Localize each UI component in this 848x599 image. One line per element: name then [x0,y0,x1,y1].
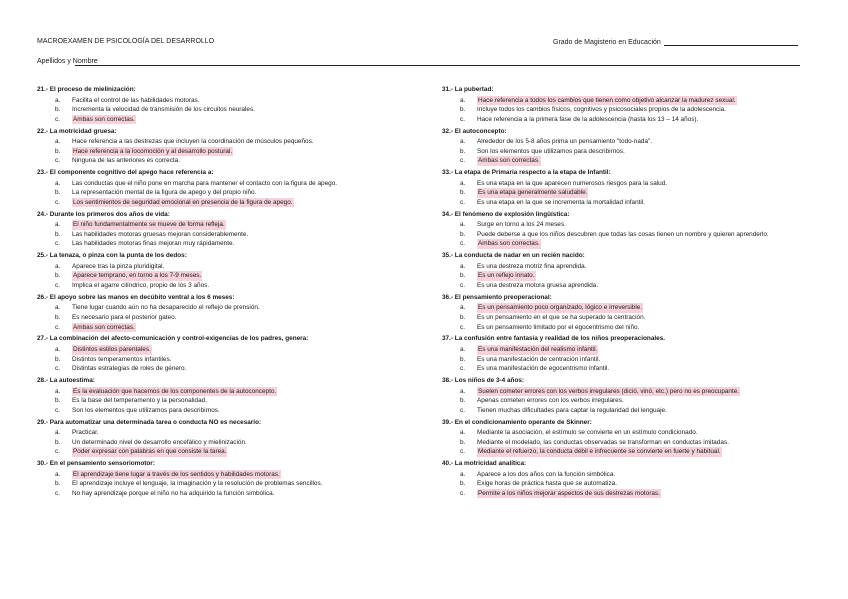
question-block [442,168,812,207]
option-letter: b. [55,438,61,446]
question-block [37,210,407,249]
option-letter: b. [460,480,466,488]
question-block [37,168,407,207]
option-text-highlighted: Ambas son correctas. [73,323,135,331]
option-text: Hace referencia a la primera fase de la adolescencia (hasta los 13 – 14 años). [477,115,699,123]
option-letter: b. [460,106,466,114]
option-letter: a. [55,96,61,104]
option-letter: a. [460,470,466,478]
option-text-highlighted: Mediante el refuerzo, la conducta débil e infrecuente se convierte en fuerte y habitual. [478,448,721,456]
answer-option [37,396,407,406]
option-text: Es una destreza motriz fina aprendida. [477,262,587,270]
option-text: Es una manifestación de centración infantil. [477,355,601,363]
answer-option [442,428,812,438]
question-block [442,210,812,249]
answer-option [442,387,812,397]
answer-option [442,345,812,355]
option-text-highlighted: Es una etapa generalmente saludable. [478,189,588,197]
option-letter: c. [460,489,465,497]
exam-title: MACROEXAMEN DE PSICOLOGÍA DEL DESARROLLO [37,38,215,45]
answer-option [442,271,812,281]
answer-option [37,115,407,125]
answer-option [37,239,407,249]
option-text: Surge en torno a los 24 meses. [477,221,566,229]
option-letter: c. [460,323,465,331]
answer-option [442,396,812,406]
question-title: 31.- La pubertad: [442,86,494,93]
option-letter: b. [460,355,466,363]
option-letter: c. [460,365,465,373]
answer-option [442,96,812,106]
question-block [442,85,812,124]
question-block [37,459,407,498]
option-letter: c. [460,115,465,123]
option-text: Aparece a los dos años con la función simbólica. [477,470,616,478]
option-letter: b. [55,106,61,114]
option-text-highlighted: Hace referencia a la locomoción y al desarrollo postural. [73,147,233,155]
question-title: 29.- Para automatizar una determinada tarea o conducta NO es necesario: [37,418,262,426]
question-block [442,334,812,373]
answer-option [442,303,812,313]
answer-option [442,105,812,115]
question-title: 34.- El fenómeno de explosión lingüística: [442,210,570,218]
answer-option [442,489,812,499]
answer-option [37,303,407,313]
answer-option [37,96,407,106]
answer-option [442,147,812,157]
question-title: 38.- Los niños de 3-4 años: [442,377,525,385]
question-title: 35.- La conducta de nadar en un recién nacido: [442,252,585,260]
option-letter: b. [460,438,466,446]
option-letter: b. [55,147,61,155]
option-text: Son los elementos que utilizamos para describirnos. [72,406,220,414]
option-text-highlighted: Poder expresar con palabras en que consiste la tarea. [73,448,227,456]
option-letter: a. [55,429,61,437]
question-block [37,251,407,290]
option-text: Puede deberse a que los niños descubren que todas las cosas tienen un nombre y quieren aprenderlo. [477,230,769,238]
option-letter: c. [460,240,465,248]
option-letter: b. [55,480,61,488]
option-letter: b. [55,313,61,321]
option-letter: c. [55,282,60,289]
answer-option [37,479,407,489]
option-letter: c. [460,282,465,289]
option-letter: b. [55,272,61,280]
option-text-highlighted: Ambas son correctas. [478,157,540,165]
option-text-highlighted: El aprendizaje tiene lugar a través de los sentidos y habilidades motoras. [73,470,280,478]
question-block [442,459,812,498]
answer-option [37,323,407,333]
option-text: Ninguna de las anteriores es correcta. [72,157,180,165]
question-title: 32.- El autoconcepto: [442,127,507,135]
answer-option [37,156,407,166]
option-letter: c. [55,115,60,123]
question-block [442,293,812,332]
option-text: Las conductas que el niño pone en marcha para mantener el contacto con la figura de apego. [72,179,338,187]
option-letter: a. [460,429,466,437]
option-letter: a. [460,138,466,146]
answer-option [37,188,407,198]
option-letter: a. [55,470,61,478]
question-title: 30.- En el pensamiento sensoriomotor: [37,460,155,468]
answer-option [37,438,407,448]
grade-label: Grado de Magisterio en Educación [553,39,661,46]
answer-option [37,489,407,499]
option-letter: a. [460,262,466,270]
grade-blank-line [664,38,798,46]
option-text: No hay aprendizaje porque el niño no ha adquirido la función simbólica. [72,489,275,497]
option-text: Tienen muchas dificultades para captar la regularidad del lenguaje. [477,406,667,414]
option-letter: b. [55,397,61,405]
option-text: Incluye todos los cambios físicos, cognitivos y psicosociales propios de la adolescencia. [477,106,727,114]
answer-option [442,137,812,147]
answer-option [37,428,407,438]
answer-option [37,447,407,457]
answer-option [442,447,812,457]
answer-option [442,179,812,189]
answer-option [37,220,407,230]
answer-option [37,313,407,323]
answer-option [37,387,407,397]
option-letter: c. [460,198,465,206]
option-text: Es un pensamiento en el que se ha superado la centración. [477,313,646,321]
option-text: Es una etapa en la que aparecen numerosos riesgos para la salud. [477,179,668,187]
question-block [442,127,812,166]
option-text: Es un pensamiento limitado por el egocentrismo del niño. [477,323,640,331]
option-letter: c. [55,406,60,414]
questions-right-column [442,85,812,501]
option-text: Facilita el control de las habilidades motoras. [72,96,200,104]
answer-option [37,198,407,208]
option-letter: a. [55,387,61,395]
option-text-highlighted: Hace referencia a todos los cambios que tienen como objetivo alcanzar la madurez sexual. [478,96,736,104]
answer-option [37,262,407,272]
option-letter: a. [460,221,466,229]
option-text: Es necesario para el posterior gateo. [72,313,177,321]
question-title: 28.- La autoestima: [37,377,95,385]
answer-option [442,355,812,365]
option-text: Las habilidades motoras finas mejoran muy rápidamente. [72,240,235,248]
answer-option [37,230,407,240]
option-letter: b. [460,230,466,238]
question-block [37,334,407,373]
option-letter: c. [55,240,60,248]
option-letter: a. [55,179,61,187]
option-text: Exige horas de práctica hasta que se automatiza. [477,480,617,488]
answer-option [37,470,407,480]
question-block [442,251,812,290]
answer-option [442,230,812,240]
answer-option [37,355,407,365]
option-letter: c. [460,157,465,165]
option-text: Es una destreza motora gruesa aprendida. [477,282,599,289]
answer-option [442,156,812,166]
option-text: El aprendizaje incluye el lenguaje, la imaginación y la resolución de problemas sencillos. [72,480,323,488]
option-letter: c. [460,448,465,456]
option-text: Son los elementos que utilizamos para describirnos. [477,147,625,155]
question-title: 39.- En el condicionamiento operante de Skinner: [442,418,592,426]
question-title: 36.- El pensamiento preoperacional: [442,293,552,301]
question-title: 25.- La tenaza, o pinza con la punta de los dedos: [37,252,187,260]
answer-option [442,281,812,291]
option-letter: a. [55,345,61,353]
answer-option [37,137,407,147]
answer-option [442,364,812,374]
option-letter: a. [460,179,466,187]
option-letter: a. [55,138,61,146]
option-letter: a. [460,345,466,353]
option-text: Tiene lugar cuando aún no ha desaparecido el reflejo de prensión. [72,304,260,312]
answer-option [37,345,407,355]
name-label: Apellidos y Nombre [37,58,98,65]
option-text-highlighted: Permite a los niños mejorar aspectos de sus destrezas motoras. [478,489,660,497]
answer-option [442,479,812,489]
question-block [37,418,407,457]
answer-option [442,198,812,208]
answer-option [442,115,812,125]
question-title: 26.- El apoyo sobre las manos en decúbito ventral a los 6 meses: [37,293,235,301]
question-title: 21.- El proceso de mielinización: [37,86,136,93]
option-letter: a. [460,304,466,312]
answer-option [37,147,407,157]
answer-option [442,323,812,333]
option-letter: c. [55,448,60,456]
question-block [37,127,407,166]
option-letter: b. [460,147,466,155]
option-letter: b. [460,313,466,321]
question-title: 33.- La etapa de Primaria respecto a la etapa de Infantil: [442,169,611,177]
option-text-highlighted: Es la evaluación que hacemos de los componentes de la autoconcepto. [73,387,277,395]
answer-option [37,364,407,374]
option-text-highlighted: Ambas son correctas. [478,240,540,248]
option-text-highlighted: Suelen cometer errores con los verbos irregulares (dició, vinó, etc.) pero no es preocupante. [478,387,740,395]
answer-option [37,281,407,291]
option-text: Aparece tras la pinza pluridigital. [72,262,165,270]
answer-option [442,470,812,480]
question-title: 23.- El componente cognitivo del apego hace referencia a: [37,169,214,177]
answer-option [37,271,407,281]
option-text: La representación mental de la figura de apego y del propio niño. [72,189,257,197]
option-text: Alrededor de los 5-8 años prima un pensamiento "todo-nada". [477,138,653,146]
question-block [37,85,407,124]
option-letter: a. [55,304,61,312]
question-block [442,418,812,457]
option-letter: c. [460,406,465,414]
option-text: Las habilidades motoras gruesas mejoran considerablemente. [72,230,249,238]
question-title: 22.- La motricidad gruesa: [37,127,117,135]
grade-field [553,38,798,46]
option-letter: a. [55,221,61,229]
name-blank-line [75,65,800,66]
answer-option [442,239,812,249]
option-letter: b. [55,355,61,363]
option-text-highlighted: Es un reflejo innato. [478,272,535,280]
option-letter: a. [460,387,466,395]
option-letter: c. [55,198,60,206]
option-letter: c. [55,323,60,331]
option-text: Hace referencia a las destrezas que incluyen la coordinación de músculos pequeños. [72,138,314,146]
option-text-highlighted: El niño fundamentalmente se mueve de forma refleja. [73,221,225,229]
option-letter: b. [460,397,466,405]
option-letter: b. [55,189,61,197]
option-text: Es una manifestación de egocentrismo infantil. [477,365,610,373]
option-text-highlighted: Es un pensamiento poco organizado, lógico e irreversible. [478,304,643,312]
question-title: 27.- La combinación del afecto-comunicación y control-exigencias de los padres, genera: [37,335,309,343]
question-block [442,376,812,415]
option-text-highlighted: Ambas son correctas. [73,115,135,123]
answer-option [442,313,812,323]
answer-option [37,105,407,115]
answer-option [37,406,407,416]
option-text-highlighted: Aparece temprano, en torno a los 7-9 meses. [73,272,202,280]
option-letter: b. [460,189,466,197]
option-text: Practicar. [72,429,99,437]
option-text: Apenas cometen errores con los verbos irregulares. [477,397,624,405]
answer-option [37,179,407,189]
question-block [37,293,407,332]
answer-option [442,188,812,198]
option-letter: b. [460,272,466,280]
option-text: Mediante la asociación, el estímulo se convierte en un estímulo condicionado. [477,429,698,437]
answer-option [442,438,812,448]
questions-left-column [37,85,407,501]
option-text: Implica el agarre cilíndrico, propio de los 3 años. [72,282,210,289]
option-text: Mediante el modelado, las conductas observadas se transforman en conductas imitadas. [477,438,729,446]
option-text: Un determinado nivel de desarrollo encefálico y mielinización. [72,438,247,446]
option-text: Distintos temperamentos infantiles. [72,355,172,363]
option-text: Distintas estrategias de roles de género. [72,365,187,373]
option-text: Incrementa la velocidad de transmisión de los circuitos neurales. [72,106,255,114]
option-letter: a. [460,96,466,104]
option-letter: c. [55,489,60,497]
option-letter: c. [55,157,60,165]
question-block [37,376,407,415]
option-letter: a. [55,262,61,270]
answer-option [442,220,812,230]
option-text: Es una etapa en la que se incrementa la mortalidad infantil. [477,198,646,206]
answer-option [442,262,812,272]
option-text-highlighted: Es una manifestación del realismo infantil. [478,345,598,353]
option-text-highlighted: Los sentimientos de seguridad emocional en presencia de la figura de apego. [73,198,293,206]
question-title: 37.- La confusión entre fantasía y realidad de los niños preoperacionales. [442,335,666,343]
option-text: Es la base del temperamento y la personalidad. [72,397,207,405]
option-text-highlighted: Distintos estilos parentales. [73,345,151,353]
question-title: 24.- Durante los primeros dos años de vida: [37,210,170,218]
answer-option [442,406,812,416]
option-letter: b. [55,230,61,238]
option-letter: c. [55,365,60,373]
question-title: 40.- La motricidad analítica: [442,460,527,468]
